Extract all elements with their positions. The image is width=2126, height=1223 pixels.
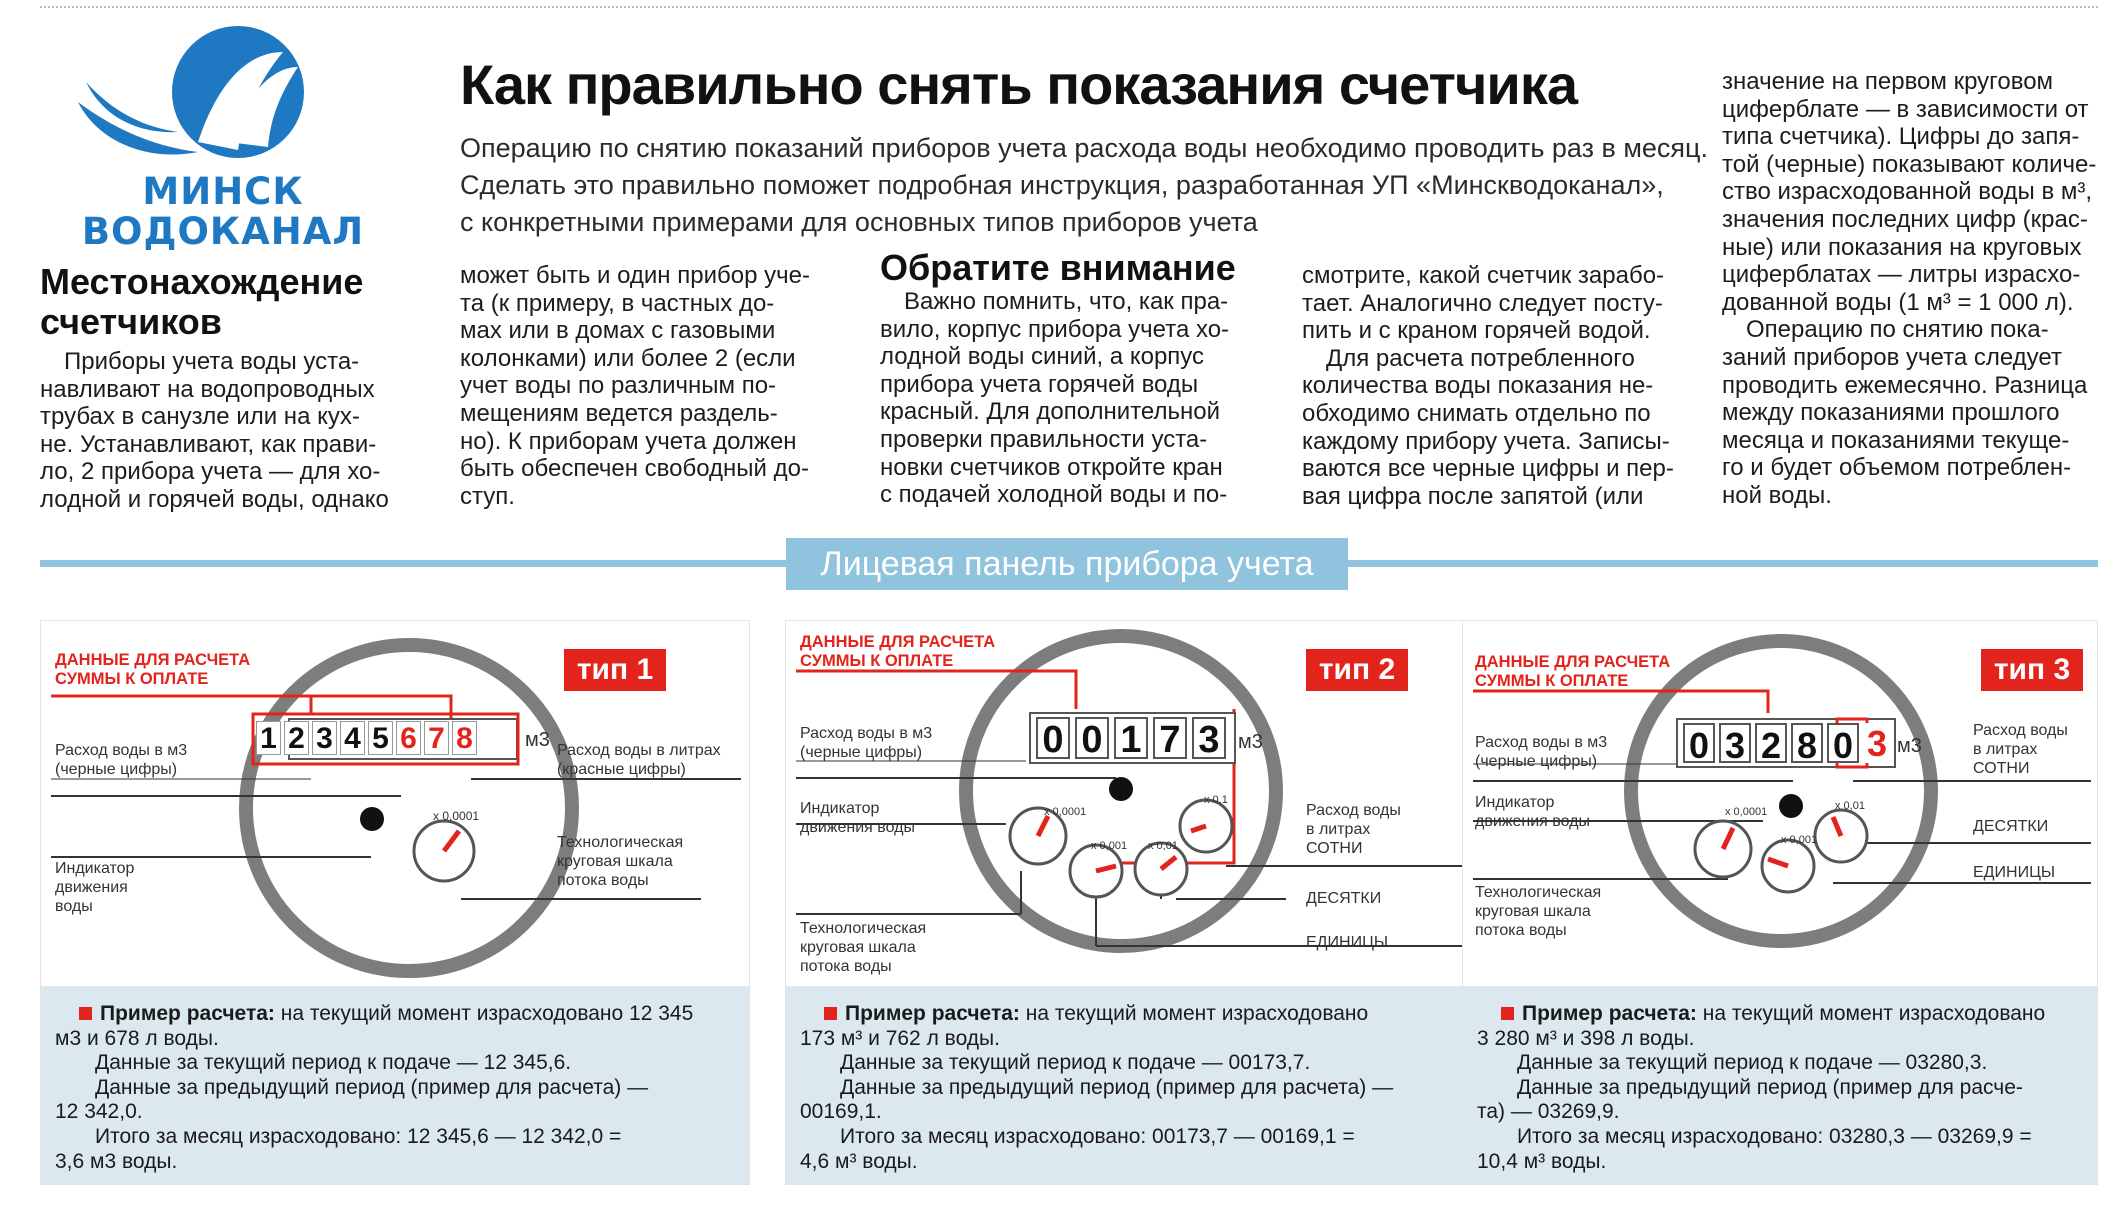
column-5-text [1722, 68, 2112, 510]
odometer-digits [1036, 717, 1226, 759]
digit: 8 [1791, 723, 1823, 763]
label-line: Индикатор [55, 860, 135, 877]
label-line: (красные цифры) [557, 761, 686, 778]
example-label: Пример расчета: [1522, 1002, 1697, 1025]
example-text: на текущий момент израсходовано [1019, 1002, 1369, 1025]
text-line: с подачей холодной воды и по- [880, 481, 1228, 509]
text-line: ваются все черные цифры и пер- [1302, 455, 1674, 483]
example-text: на текущий момент израсходовано [1696, 1002, 2046, 1025]
text-line: каждому прибору учета. Записы- [1302, 427, 1670, 455]
lead-line: Операцию по снятию показаний приборов учета расхода воды необходимо проводить раз в месяц. [460, 133, 1709, 163]
section-location [40, 262, 440, 514]
digit: 2 [1755, 723, 1787, 763]
m3-label [800, 724, 932, 762]
meter-panel-type3 [1462, 620, 2098, 1185]
label-line: Технологическая [1475, 884, 1602, 901]
digit-red: 3 [1863, 723, 1891, 763]
example-text: на текущий момент израсходовано 12 345 [274, 1002, 694, 1025]
water-drop-logo-icon [78, 22, 368, 172]
dial-multiplier: x 0,01 [1148, 840, 1178, 852]
text-line: значение на первом круговом [1722, 68, 2054, 95]
example-label: Пример расчета: [100, 1002, 275, 1025]
label-line: потока воды [1475, 922, 1567, 939]
scale-label [1475, 883, 1601, 940]
text-line: мещениям ведется раздель- [460, 399, 778, 427]
text-line: го и будет объемом потреблен- [1722, 454, 2072, 482]
label-line: СОТНИ [1973, 760, 2030, 777]
data-for-payment-label [55, 651, 250, 689]
text-line: между показаниями прошлого [1722, 399, 2060, 427]
digit: 1 [256, 721, 281, 755]
heading-line: счетчиков [40, 301, 222, 342]
m3-label [55, 741, 187, 779]
label-line: Индикатор [800, 800, 880, 817]
label-line: круговая шкала [1475, 903, 1591, 920]
digit: 0 [1036, 717, 1070, 759]
section-attention-heading: Обратите внимание [880, 247, 1236, 288]
digit: 5 [368, 721, 393, 755]
example-line: Данные за предыдущий период (пример для расчета) — [840, 1075, 1394, 1099]
example-line: 10,4 м³ воды. [1477, 1149, 1607, 1173]
digit: 2 [284, 721, 309, 755]
dial-multiplier: x 0,0001 [433, 809, 480, 823]
label-line: круговая шкала [800, 939, 916, 956]
text-line: может быть и один прибор уче- [460, 262, 810, 289]
m3-label [1475, 733, 1607, 771]
text-line: пить и с краном горячей водой. [1302, 317, 1651, 345]
meter-diagram [41, 621, 749, 986]
label-line: движения воды [800, 819, 915, 836]
text-line: тает. Аналогично следует посту- [1302, 289, 1663, 317]
text-line: циферблате — в зависимости от [1722, 95, 2089, 123]
dial-multiplier: x 0,001 [1781, 834, 1818, 846]
digit: 7 [1153, 717, 1187, 759]
example-line: 173 м³ и 762 л воды. [800, 1026, 1000, 1050]
text-line: количества воды показания не- [1302, 372, 1654, 400]
label-line: (черные цифры) [800, 744, 923, 761]
dial-multiplier: x 0,001 [1091, 840, 1128, 852]
logo [78, 22, 368, 252]
text-line: дованной воды (1 м³ = 1 000 л). [1722, 288, 2074, 316]
text-line: Операцию по снятию пока- [1746, 316, 2049, 344]
text-line: ло, 2 прибора учета — для хо- [40, 458, 381, 486]
example-line: Данные за текущий период к подаче — 12 345,6. [95, 1051, 572, 1075]
text-line: ной воды. [1722, 481, 1832, 509]
heading-line: Местонахождение [40, 261, 364, 302]
text-line: колонками) или более 2 (если [460, 344, 796, 372]
section-attention [880, 248, 1280, 509]
tens-label: ДЕСЯТКИ [1306, 890, 1382, 907]
text-line: но). К приборам учета должен [460, 427, 797, 455]
meter-type-tag: тип 3 [1981, 649, 2083, 691]
label-line: Расход воды в м3 [1475, 734, 1608, 751]
digit-red: 8 [452, 721, 477, 755]
meter-type-tag: тип 1 [564, 649, 666, 691]
dial-multiplier: x 0,0001 [1725, 806, 1768, 818]
digit: 3 [1719, 723, 1751, 763]
label-line: СУММЫ К ОПЛАТЕ [1475, 672, 1629, 690]
bullet-square-icon [1501, 1007, 1514, 1020]
text-line: учет воды по различным по- [460, 372, 777, 400]
text-line: значения последних цифр (крас- [1722, 205, 2088, 233]
text-line: навливают на водопроводных [40, 375, 375, 403]
example-line: Данные за текущий период к подаче — 03280,3. [1517, 1051, 1988, 1075]
page-title: Как правильно снять показания счетчика [460, 53, 1578, 116]
calculation-example [1463, 986, 2097, 1184]
digit: 0 [1683, 723, 1715, 763]
text-line: Для расчета потребленного [1326, 344, 1635, 372]
label-line: потока воды [557, 872, 649, 889]
text-line: лодной и горячей воды, однако [40, 485, 389, 513]
text-line: красный. Для дополнительной [880, 398, 1220, 426]
bullet-square-icon [824, 1007, 837, 1020]
flow-indicator-label [1475, 793, 1590, 831]
digit: 0 [1075, 717, 1109, 759]
digit: 3 [312, 721, 337, 755]
example-line: Данные за предыдущий период (пример для расче- [1517, 1075, 2023, 1099]
calculation-example [41, 986, 749, 1184]
example-line: 00169,1. [800, 1100, 882, 1124]
digit: 4 [340, 721, 365, 755]
meter-type-tag: тип 2 [1306, 649, 1408, 691]
meter-diagram [786, 621, 1494, 986]
section-attention-text [880, 288, 1280, 509]
label-line: ДАННЫЕ ДЛЯ РАСЧЕТА [800, 633, 996, 651]
section-location-heading [40, 262, 440, 342]
lead-line: Сделать это правильно поможет подробная инструкция, разработанная УП «Минскводоканал», [460, 170, 1664, 200]
text-line: новки счетчиков откройте кран [880, 453, 1223, 481]
tens-label: ДЕСЯТКИ [1973, 818, 2049, 835]
example-line: Итого за месяц израсходовано: 03280,3 — 03269,9 = [1517, 1124, 2032, 1148]
liters-hundreds-label [1973, 721, 2068, 778]
label-line: ДАННЫЕ ДЛЯ РАСЧЕТА [55, 651, 251, 669]
text-line: той (черные) показывают количе- [1722, 150, 2097, 178]
label-line: (черные цифры) [55, 761, 178, 778]
text-line: проводить ежемесячно. Разница [1722, 371, 2088, 399]
text-line: лодной воды синий, а корпус [880, 343, 1205, 371]
bullet-square-icon [79, 1007, 92, 1020]
label-line: воды [55, 898, 93, 915]
units-label: ЕДИНИЦЫ [1306, 934, 1389, 951]
text-line: та (к примеру, в частных до- [460, 289, 775, 317]
text-line: типа счетчика). Цифры до запя- [1722, 123, 2080, 151]
label-line: Технологическая [800, 920, 927, 937]
label-line: Технологическая [557, 834, 684, 851]
label-line: Расход воды [1306, 802, 1401, 819]
text-line: месяца и показаниями текуще- [1722, 426, 2070, 454]
text-line: проверки правильности уста- [880, 425, 1208, 453]
liters-hundreds-label [1306, 801, 1401, 858]
top-rule [40, 6, 2098, 8]
label-line: Индикатор [1475, 794, 1555, 811]
label-line: СУММЫ К ОПЛАТЕ [800, 652, 954, 670]
example-line [800, 1002, 1480, 1027]
label-line: в литрах [1973, 741, 2038, 758]
digit: 3 [1192, 717, 1226, 759]
label-line: СУММЫ К ОПЛАТЕ [55, 670, 209, 688]
lead-paragraph [460, 130, 1710, 241]
calculation-example [786, 986, 1494, 1184]
unit-label: м3 [1897, 735, 1922, 757]
section-band-title: Лицевая панель прибора учета [786, 538, 1348, 590]
text-line: Приборы учета воды уста- [64, 348, 360, 375]
dial-multiplier: x 0,1 [1204, 794, 1228, 806]
label-line: (черные цифры) [1475, 753, 1598, 770]
example-line [55, 1002, 735, 1027]
logo-line1: МИНСК [142, 170, 304, 213]
example-line: та) — 03269,9. [1477, 1100, 1620, 1124]
label-line: Расход воды в м3 [55, 742, 188, 759]
text-line: ство израсходованной воды в м³, [1722, 178, 2093, 206]
unit-label: м3 [1238, 731, 1263, 753]
odometer-digits [1683, 723, 1891, 766]
example-line: Данные за текущий период к подаче — 00173,7. [840, 1051, 1311, 1075]
example-line: 3,6 м3 воды. [55, 1149, 178, 1173]
liters-label [557, 741, 721, 779]
text-line: ступ. [460, 482, 515, 510]
label-line: ДАННЫЕ ДЛЯ РАСЧЕТА [1475, 653, 1671, 671]
dial-multiplier: x 0,0001 [1044, 806, 1087, 818]
column-4-text [1302, 262, 1702, 510]
example-line: Итого за месяц израсходовано: 12 345,6 — 12 342,0 = [95, 1124, 622, 1148]
digit: 0 [1827, 723, 1859, 763]
text-line: мах или в домах с газовыми [460, 317, 776, 345]
flow-indicator-label [55, 859, 134, 916]
example-label: Пример расчета: [845, 1002, 1020, 1025]
text-line: прибора учета горячей воды [880, 370, 1199, 398]
logo-line2: ВОДОКАНАЛ [81, 210, 365, 253]
data-for-payment-label [1475, 653, 1670, 691]
digit: 1 [1114, 717, 1148, 759]
text-line: заний приборов учета следует [1722, 343, 2062, 371]
label-line: потока воды [800, 958, 892, 975]
example-line [1477, 1002, 2083, 1027]
text-line: обходимо снимать отдельно по [1302, 399, 1651, 427]
example-line: 12 342,0. [55, 1100, 143, 1124]
label-line: движения воды [1475, 813, 1590, 830]
text-line: быть обеспечен свободный до- [460, 455, 809, 483]
meter-panel-type1 [40, 620, 750, 1185]
flow-indicator-label [800, 799, 915, 837]
digit-red: 6 [396, 721, 421, 755]
label-line: СОТНИ [1306, 840, 1363, 857]
label-line: Расход воды в м3 [800, 725, 933, 742]
label-line: круговая шкала [557, 853, 673, 870]
meter-panel-type2 [785, 620, 1495, 1185]
text-line: Важно помнить, что, как пра- [904, 288, 1229, 315]
label-line: Расход воды [1973, 722, 2068, 739]
text-line: вая цифра после запятой (или [1302, 482, 1644, 510]
column-2-text [460, 262, 860, 510]
lead-line: с конкретными примерами для основных типов приборов учета [460, 207, 1258, 237]
meter-diagram [1463, 621, 2097, 986]
example-line: м3 и 678 л воды. [55, 1026, 219, 1050]
example-line: Данные за предыдущий период (пример для расчета) — [95, 1075, 649, 1099]
digit-red: 7 [424, 721, 449, 755]
text-line: не. Устанавливают, как прави- [40, 430, 377, 458]
text-line: смотрите, какой счетчик зарабо- [1302, 262, 1665, 289]
unit-label: м3 [525, 729, 550, 751]
scale-label [557, 833, 683, 890]
example-line: 4,6 м³ воды. [800, 1149, 918, 1173]
data-for-payment-label [800, 633, 995, 671]
text-line: вило, корпус прибора учета хо- [880, 315, 1230, 343]
units-label: ЕДИНИЦЫ [1973, 864, 2056, 881]
logo-text [78, 172, 368, 252]
label-line: Расход воды в литрах [557, 742, 721, 759]
section-location-text [40, 348, 440, 514]
label-line: движения [55, 879, 128, 896]
text-line: ные) или показания на круговых [1722, 233, 2082, 261]
scale-label [800, 919, 926, 976]
text-line: циферблатах — литры израсхо- [1722, 261, 2081, 289]
example-line: Итого за месяц израсходовано: 00173,7 — 00169,1 = [840, 1124, 1355, 1148]
label-line: в литрах [1306, 821, 1371, 838]
example-line: 3 280 м³ и 398 л воды. [1477, 1026, 1695, 1050]
odometer-digits [256, 721, 477, 755]
text-line: трубах в санузле или на кух- [40, 403, 360, 431]
dial-multiplier: x 0,01 [1835, 800, 1865, 812]
